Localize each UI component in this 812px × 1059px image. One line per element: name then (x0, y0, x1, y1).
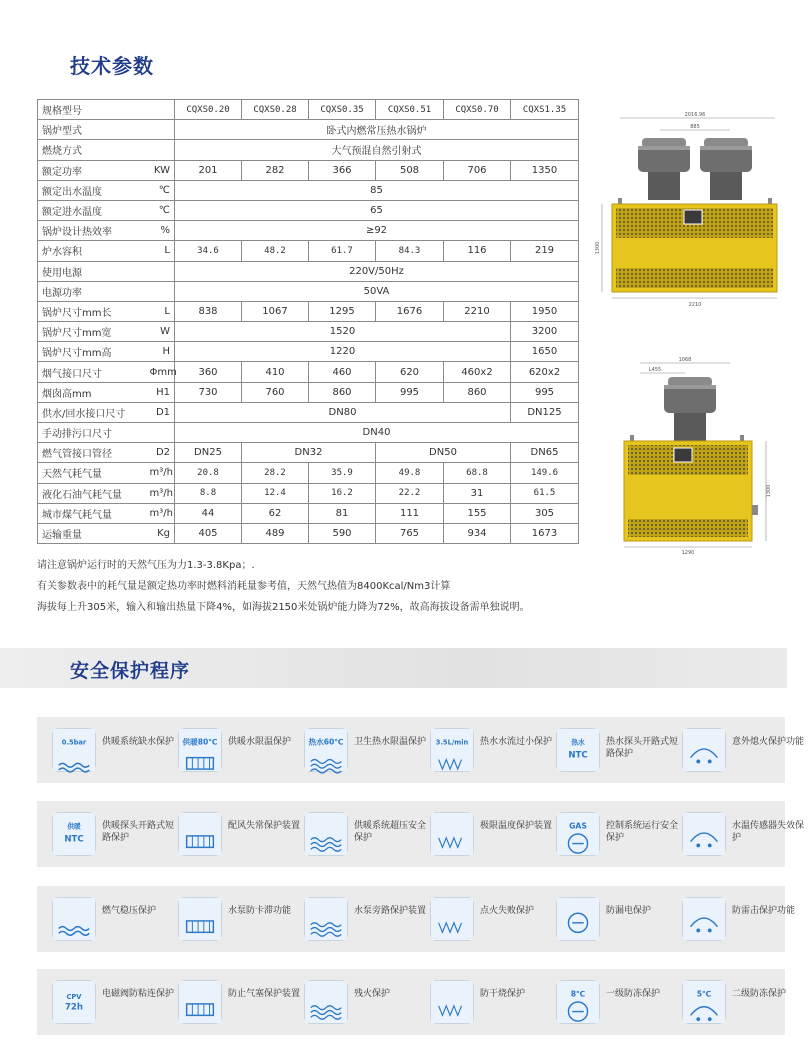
dim-label: 2016.96 (684, 112, 706, 118)
spec-value: 760 (242, 382, 309, 402)
lightning-icon (682, 897, 726, 941)
spec-unit: W (150, 322, 175, 342)
model-cell: CQXS0.35 (309, 100, 376, 120)
protection-row (37, 801, 805, 867)
spec-value: 49.8 (376, 463, 444, 483)
spec-value: 620x2 (511, 362, 579, 382)
protection-row (37, 886, 796, 952)
dim-label: 2210 (688, 302, 702, 308)
spec-value: 765 (376, 523, 444, 543)
spec-value: 995 (376, 382, 444, 402)
spec-row-outlet-temp (38, 180, 579, 200)
spec-row-efficiency (38, 221, 579, 241)
spec-value: 405 (175, 523, 242, 543)
protection-item (52, 897, 177, 941)
spec-value: 620 (376, 362, 444, 382)
spec-row-water-pipe (38, 402, 579, 422)
spec-value: ≥92 (175, 221, 579, 241)
spec-value: 489 (242, 523, 309, 543)
spec-value: 35.9 (309, 463, 376, 483)
spec-row-power-rating (38, 281, 579, 301)
spec-value: 1650 (511, 342, 579, 362)
protection-label: 供暖探头开路式短路保护 (102, 821, 175, 843)
protection-item (430, 897, 555, 941)
heating-ntc-icon (52, 812, 96, 856)
spec-row-flue (38, 362, 579, 382)
water-shortage-icon (52, 728, 96, 772)
spec-row-city-gas (38, 503, 579, 523)
spec-row-weight (38, 523, 579, 543)
spec-unit: ℃ (150, 200, 175, 220)
boiler-drawing-large (590, 108, 785, 308)
protection-item (304, 897, 429, 941)
protection-label: 供暖系统超压安全保护 (354, 821, 427, 843)
spec-row-model (38, 100, 579, 120)
spec-label: 锅炉尺寸mm长 (38, 301, 150, 321)
spec-unit: L (150, 301, 175, 321)
spec-value: 16.2 (309, 483, 376, 503)
spec-value: 大气预混自然引射式 (175, 140, 579, 160)
spec-label: 供水/回水接口尺寸 (38, 402, 150, 422)
protection-item (682, 897, 807, 941)
spec-value: 730 (175, 382, 242, 402)
protection-label: 水温传感器失效保护 (732, 821, 805, 843)
spec-value: 1295 (309, 301, 376, 321)
spec-value: 44 (175, 503, 242, 523)
spec-value: 20.8 (175, 463, 242, 483)
spec-label: 燃气管接口管径 (38, 443, 150, 463)
spec-unit: Φmm (150, 362, 175, 382)
spec-label: 烟气接口尺寸 (38, 362, 150, 382)
spec-label: 锅炉型式 (38, 120, 175, 140)
protection-item (682, 812, 807, 856)
spec-value: 460x2 (444, 362, 511, 382)
spec-value: 590 (309, 523, 376, 543)
air-lock-icon (178, 980, 222, 1024)
spec-value: 85 (175, 180, 579, 200)
spec-value: 1676 (376, 301, 444, 321)
boiler-drawing-small (610, 355, 780, 555)
heating-temp-limit-icon (178, 728, 222, 772)
protection-label: 意外熄火保护功能 (732, 737, 805, 747)
spec-row-power (38, 160, 579, 180)
chimney (664, 377, 716, 441)
spec-value: 460 (309, 362, 376, 382)
protection-item (556, 812, 681, 856)
spec-table (37, 99, 579, 544)
fan-icon (178, 812, 222, 856)
valve-icon (52, 980, 96, 1024)
protection-label: 二级防冻保护 (732, 989, 787, 999)
svg-text:5℃: 5℃ (696, 989, 712, 999)
overpressure-icon (304, 812, 348, 856)
protection-label: 热水水流过小保护 (480, 737, 553, 747)
spec-value: 31 (444, 483, 511, 503)
protection-item (556, 728, 681, 772)
flameout-icon (682, 728, 726, 772)
protection-item (304, 812, 429, 856)
spec-value: 149.6 (511, 463, 579, 483)
spec-label: 手动排污口尺寸 (38, 423, 175, 443)
spec-value: 201 (175, 160, 242, 180)
dim-label: 885 (690, 124, 700, 130)
protection-item (52, 812, 177, 856)
spec-unit: D2 (150, 443, 175, 463)
svg-text:3.5L/min: 3.5L/min (435, 738, 469, 747)
protection-label: 一级防冻保护 (606, 989, 661, 999)
spec-row-inlet-temp (38, 200, 579, 220)
spec-label: 使用电源 (38, 261, 175, 281)
spec-value: DN125 (511, 402, 579, 422)
spec-row-gas-pipe (38, 443, 579, 463)
spec-value: DN65 (511, 443, 579, 463)
protection-label: 防雷击保护功能 (732, 906, 796, 916)
dim-label: 1068 (678, 357, 692, 363)
spec-value: 111 (376, 503, 444, 523)
note-line: 有关参数表中的耗气量是额定热功率时燃料消耗量参考值，天然气热值为8400Kcal/Nm3计算 (37, 581, 451, 592)
dim-label: L455 (648, 367, 662, 373)
spec-unit: m³/h (150, 463, 175, 483)
section-title-spec: 技术参数 (70, 54, 154, 78)
spec-row-water-volume (38, 241, 579, 261)
spec-label: 电源功率 (38, 281, 175, 301)
dim-label: 1300 (766, 484, 772, 498)
spec-value: 282 (242, 160, 309, 180)
spec-value: 1067 (242, 301, 309, 321)
spec-value: 61.7 (309, 241, 376, 261)
spec-row-width (38, 322, 579, 342)
svg-text:8℃: 8℃ (570, 989, 586, 999)
spec-label: 规格型号 (38, 100, 175, 120)
spec-value: 8.8 (175, 483, 242, 503)
protection-item (52, 728, 177, 772)
spec-value: 1220 (175, 342, 511, 362)
notes (37, 555, 530, 618)
protection-item (430, 980, 555, 1024)
spec-unit: m³/h (150, 503, 175, 523)
pump-jam-icon (178, 897, 222, 941)
chimney-right (700, 138, 752, 200)
spec-unit: H1 (150, 382, 175, 402)
spec-value: DN32 (242, 443, 376, 463)
spec-unit: Kg (150, 523, 175, 543)
spec-value: DN40 (175, 423, 579, 443)
svg-text:GAS: GAS (569, 821, 587, 831)
protection-label: 供暖水限温保护 (228, 737, 292, 747)
antifreeze-1-icon (556, 980, 600, 1024)
spec-row-natural-gas (38, 463, 579, 483)
spec-value: 838 (175, 301, 242, 321)
hot-water-ntc-icon (556, 728, 600, 772)
spec-value: 860 (309, 382, 376, 402)
antifreeze-2-icon (682, 980, 726, 1024)
hot-water-temp-limit-icon (304, 728, 348, 772)
svg-text:热水60℃: 热水60℃ (308, 737, 344, 747)
model-cell: CQXS0.20 (175, 100, 242, 120)
spec-unit: D1 (150, 402, 175, 422)
protection-label: 供暖系统缺水保护 (102, 737, 175, 747)
spec-row-height (38, 342, 579, 362)
model-cell: CQXS1.35 (511, 100, 579, 120)
svg-text:NTC: NTC (64, 834, 84, 845)
protection-item (430, 812, 555, 856)
spec-value: 1520 (175, 322, 511, 342)
protection-item (178, 897, 303, 941)
spec-value: 995 (511, 382, 579, 402)
ignition-fail-icon (430, 897, 474, 941)
protection-label: 残火保护 (354, 989, 391, 999)
spec-row-combustion (38, 140, 579, 160)
protection-item (430, 728, 555, 772)
spec-row-length (38, 301, 579, 321)
spec-unit: m³/h (150, 483, 175, 503)
protection-label: 点火失败保护 (480, 906, 535, 916)
protection-item (682, 728, 807, 772)
model-cell: CQXS0.70 (444, 100, 511, 120)
spec-value: 48.2 (242, 241, 309, 261)
model-cell: CQXS0.51 (376, 100, 444, 120)
spec-unit: L (150, 241, 175, 261)
spec-label: 烟囱高mm (38, 382, 150, 402)
dim-label: 1300 (595, 241, 601, 255)
gas-control-icon (556, 812, 600, 856)
spec-row-drain (38, 423, 579, 443)
spec-row-boiler-type (38, 120, 579, 140)
spec-label: 城市煤气耗气量 (38, 503, 150, 523)
spec-value: 860 (444, 382, 511, 402)
protection-label: 防干烧保护 (480, 989, 526, 999)
section-title-safety: 安全保护程序 (70, 660, 191, 682)
dim-label: 1290 (681, 550, 695, 556)
protection-label: 防漏电保护 (606, 906, 652, 916)
spec-value: 34.6 (175, 241, 242, 261)
note-line: 请注意锅炉运行时的天然气压为力1.3-3.8Kpa；. (37, 560, 255, 571)
spec-label: 额定功率 (38, 160, 150, 180)
spec-value: 116 (444, 241, 511, 261)
spec-value: 84.3 (376, 241, 444, 261)
protection-row (37, 969, 785, 1035)
spec-value: 360 (175, 362, 242, 382)
svg-text:0.5bar: 0.5bar (61, 738, 87, 747)
svg-text:72h: 72h (64, 1002, 84, 1013)
spec-value: 305 (511, 503, 579, 523)
svg-text:供暖80℃: 供暖80℃ (182, 737, 218, 747)
svg-text:热水: 热水 (571, 738, 585, 747)
spec-label: 额定出水温度 (38, 180, 150, 200)
protection-item (178, 812, 303, 856)
spec-label: 运输重量 (38, 523, 150, 543)
spec-value: 28.2 (242, 463, 309, 483)
spec-value: 155 (444, 503, 511, 523)
spec-value: 68.8 (444, 463, 511, 483)
spec-row-lpg (38, 483, 579, 503)
spec-label: 额定进水温度 (38, 200, 150, 220)
spec-row-power-supply (38, 261, 579, 281)
protection-row (37, 717, 805, 783)
protection-item (178, 980, 303, 1024)
spec-value: 1350 (511, 160, 579, 180)
protection-label: 水泵防卡滞功能 (228, 906, 292, 916)
protection-label: 配风失常保护装置 (228, 821, 301, 831)
water-flow-icon (430, 728, 474, 772)
protection-item (52, 980, 177, 1024)
spec-label: 锅炉设计热效率 (38, 221, 150, 241)
model-cell: CQXS0.28 (242, 100, 309, 120)
spec-value: 3200 (511, 322, 579, 342)
spec-value: DN25 (175, 443, 242, 463)
protection-label: 水泵旁路保护装置 (354, 906, 427, 916)
protection-label: 卫生热水限温保护 (354, 737, 427, 747)
protection-label: 电磁阀防粘连保护 (102, 989, 175, 999)
spec-row-chimney (38, 382, 579, 402)
chimney-left (638, 138, 690, 200)
limit-temp-icon (430, 812, 474, 856)
svg-text:CPV: CPV (66, 993, 82, 1002)
spec-value: 1950 (511, 301, 579, 321)
protection-label: 燃气稳压保护 (102, 906, 157, 916)
protection-item (556, 897, 681, 941)
spec-value: 65 (175, 200, 579, 220)
note-line: 海拔每上升305米，输入和输出热量下降4%，如海拔2150米处锅炉能力降为72%，故高海拔设备需单独说明。 (37, 602, 530, 613)
protection-label: 控制系统运行安全保护 (606, 821, 679, 843)
spec-value: 62 (242, 503, 309, 523)
spec-label: 锅炉尺寸mm宽 (38, 322, 150, 342)
spec-unit: % (150, 221, 175, 241)
protection-label: 热水探头开路式短路保护 (606, 737, 679, 759)
spec-value: 706 (444, 160, 511, 180)
protection-label: 防止气塞保护装置 (228, 989, 301, 999)
spec-label: 液化石油气耗气量 (38, 483, 150, 503)
dry-burn-icon (430, 980, 474, 1024)
spec-value: 50VA (175, 281, 579, 301)
spec-value: 220V/50Hz (175, 261, 579, 281)
spec-value: 934 (444, 523, 511, 543)
spec-unit: KW (150, 160, 175, 180)
svg-text:NTC: NTC (568, 750, 588, 761)
protection-item (304, 728, 429, 772)
leakage-icon (556, 897, 600, 941)
spec-value: 1673 (511, 523, 579, 543)
spec-value: 410 (242, 362, 309, 382)
spec-value: 61.5 (511, 483, 579, 503)
spec-label: 锅炉尺寸mm高 (38, 342, 150, 362)
water-sensor-icon (682, 812, 726, 856)
protection-label: 极限温度保护装置 (480, 821, 553, 831)
spec-value: DN80 (175, 402, 511, 422)
spec-value: 366 (309, 160, 376, 180)
spec-value: 22.2 (376, 483, 444, 503)
spec-unit: ℃ (150, 180, 175, 200)
residual-fire-icon (304, 980, 348, 1024)
spec-label: 燃烧方式 (38, 140, 175, 160)
spec-value: 卧式内燃常压热水锅炉 (175, 120, 579, 140)
spec-value: 81 (309, 503, 376, 523)
spec-label: 天然气耗气量 (38, 463, 150, 483)
protection-item (682, 980, 807, 1024)
gas-pressure-icon (52, 897, 96, 941)
spec-value: 12.4 (242, 483, 309, 503)
protection-item (304, 980, 429, 1024)
spec-value: 508 (376, 160, 444, 180)
spec-unit: H (150, 342, 175, 362)
svg-text:供暖: 供暖 (67, 822, 81, 831)
pump-bypass-icon (304, 897, 348, 941)
spec-value: 2210 (444, 301, 511, 321)
protection-item (556, 980, 681, 1024)
spec-value: 219 (511, 241, 579, 261)
protection-item (178, 728, 303, 772)
spec-value: DN50 (376, 443, 511, 463)
spec-label: 炉水容积 (38, 241, 150, 261)
